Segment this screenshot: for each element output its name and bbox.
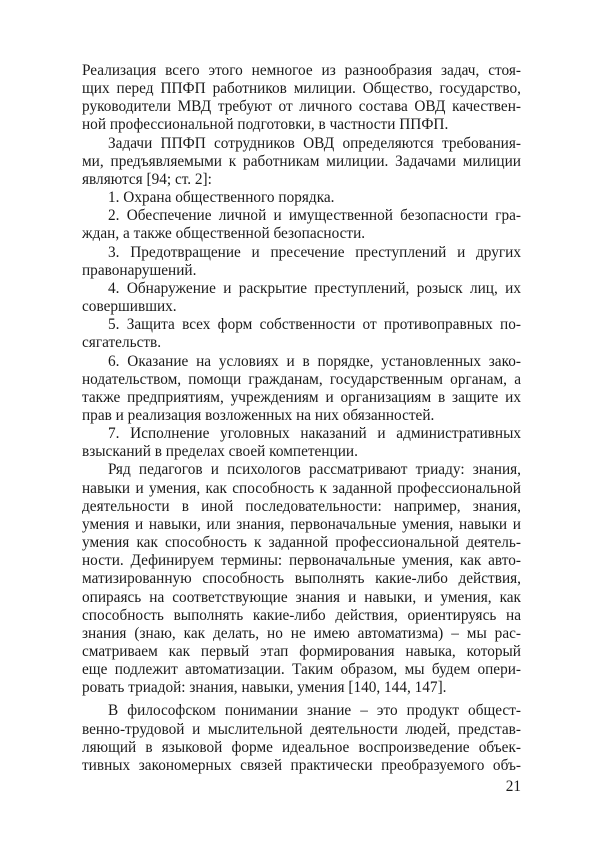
text-line: руководители МВД требуют от личного состава ОВД качествен- (82, 98, 521, 116)
paragraph (82, 62, 521, 135)
text-line: ровать триадой: знания, навыки, умения [140, 144, 147]. (82, 679, 447, 697)
text-line: 6. Оказание на условиях и в порядке, установленных зако- (108, 352, 521, 370)
paragraph (82, 244, 521, 280)
paragraph (82, 316, 521, 352)
text-line: сматриваем как первый этап формирования навыка, который (82, 643, 521, 660)
text-line: еще подлежит автоматизации. Таким образом, мы будем опери- (82, 661, 521, 679)
paragraph (82, 425, 521, 461)
text-line: взысканий в пределах своей компетенции. (82, 443, 358, 461)
text-line: правонарушений. (82, 261, 197, 279)
text-line: 7. Исполнение уголовных наказаний и административных (108, 425, 521, 443)
text-line: прав и реализация возложенных на них обязанностей. (82, 406, 435, 424)
text-line: матизированную способность выполнять какие-либо действия, (82, 570, 521, 588)
text-line: умения как способность к заданной профессиональной деятель- (82, 534, 521, 552)
text-line: щих перед ППФП работников милиции. Общество, государство, (82, 80, 521, 98)
text-line: нодательством, помощи гражданам, государственным органам, а (82, 370, 521, 388)
paragraph (82, 135, 521, 189)
text-line: ляющий в языковой форме идеальное воспроизведение объек- (82, 738, 521, 756)
page-body-text (82, 62, 521, 775)
text-line: венно-трудовой и мыслительной деятельности людей, представ- (82, 720, 521, 738)
paragraph (82, 207, 521, 243)
text-line: 1. Охрана общественного порядка. (108, 189, 335, 207)
text-line: 5. Защита всех форм собственности от противоправных по- (108, 316, 521, 334)
page-number: 21 (505, 778, 521, 795)
text-line: ми, предъявляемыми к работникам милиции. Задачами милиции (82, 152, 521, 170)
text-line: 2. Обеспечение личной и имущественной безопасности гра- (108, 207, 521, 225)
text-line: являются [94; ст. 2]: (82, 170, 212, 188)
text-line: 3. Предотвращение и пресечение преступлений и других (108, 243, 521, 261)
text-line: ждан, а также общественной безопасности. (82, 225, 366, 243)
text-line: ности. Дефинируем термины: первоначальные умения, как авто- (82, 552, 521, 570)
text-line: Ряд педагогов и психологов рассматривают триаду: знания, (108, 461, 521, 479)
paragraph (82, 280, 521, 316)
text-line: способность выполнять какие-либо действия, ориентируясь на (82, 606, 521, 624)
paragraph (82, 461, 521, 697)
text-line: Задачи ППФП сотрудников ОВД определяются требования- (108, 134, 521, 152)
text-line: сягательств. (82, 334, 162, 352)
text-line: ной профессиональной подготовки, в частности ППФП. (82, 116, 449, 134)
text-line: деятельности в иной последовательности: например, знания, (82, 497, 521, 515)
text-line: умения и навыки, или знания, первоначальные умения, навыки и (82, 515, 521, 533)
paragraph (82, 189, 521, 207)
paragraph (82, 353, 521, 426)
text-line: тивных закономерных связей практически преобразуемого объ- (82, 756, 521, 774)
paragraph (82, 702, 521, 775)
text-line: 4. Обнаружение и раскрытие преступлений, розыск лиц, их (108, 279, 521, 297)
text-line: навыки и умения, как способность к заданной профессиональной (82, 479, 521, 497)
text-line: также предприятиям, учреждениям и организациям в защите их (82, 388, 521, 406)
text-line: Реализация всего этого немногое из разнообразия задач, стоя- (82, 62, 521, 79)
text-line: совершивших. (82, 298, 177, 316)
text-line: В философском понимании знание – это продукт общест- (108, 702, 521, 720)
text-line: опираясь на соответствующие знания и навыки, и умения, как (82, 588, 521, 606)
text-line: знания (знаю, как делать, но не имею автоматизма) – мы рас- (82, 624, 521, 642)
